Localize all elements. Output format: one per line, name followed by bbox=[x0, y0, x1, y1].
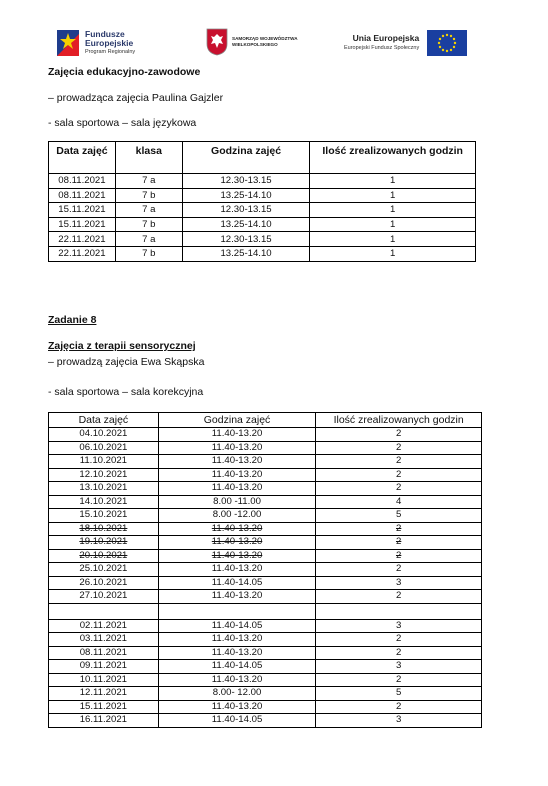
cell-date: 19.10.2021 bbox=[49, 536, 159, 550]
cell-time: 11.40-13.20 bbox=[158, 428, 316, 442]
cell-date: 09.11.2021 bbox=[49, 660, 159, 674]
section2-table-body bbox=[49, 428, 482, 728]
cell-hours: 2 bbox=[316, 455, 482, 469]
cell-hours: 3 bbox=[316, 576, 482, 590]
cell-time: 8.00 -12.00 bbox=[158, 509, 316, 523]
cell-date: 06.10.2021 bbox=[49, 441, 159, 455]
cell-hours: 5 bbox=[316, 509, 482, 523]
cell-time: 11.40-13.20 bbox=[158, 482, 316, 496]
eu-flag-icon bbox=[427, 30, 467, 56]
section2-room: - sala sportowa – sala korekcyjna bbox=[48, 386, 204, 398]
section2-title: Zajęcia z terapii sensorycznej bbox=[48, 340, 196, 352]
table-row bbox=[49, 700, 482, 714]
cell-hours: 1 bbox=[310, 217, 476, 232]
ue-line1: Unia Europejska bbox=[352, 33, 420, 43]
table-row bbox=[49, 509, 482, 523]
cell-hours: 2 bbox=[316, 700, 482, 714]
cell-class: 7 b bbox=[115, 246, 182, 261]
cell-time: 12.30-13.15 bbox=[182, 232, 310, 247]
eu-logo bbox=[344, 30, 467, 56]
cell-time: 11.40-14.05 bbox=[158, 576, 316, 590]
cell-hours: 2 bbox=[316, 590, 482, 604]
section2-heading: Zadanie 8 bbox=[48, 314, 97, 326]
cell-time: 11.40-13.20 bbox=[158, 563, 316, 577]
cell-time: 11.40-13.20 bbox=[158, 522, 316, 536]
cell-class: 7 a bbox=[115, 203, 182, 218]
cell-time: 11.40-13.20 bbox=[158, 673, 316, 687]
cell-hours: 2 bbox=[316, 428, 482, 442]
fe-line1: Fundusze bbox=[85, 28, 125, 39]
cell-date: 27.10.2021 bbox=[49, 590, 159, 604]
section2-teacher: – prowadzą zajęcia Ewa Skąpska bbox=[48, 356, 205, 368]
cell-time bbox=[158, 603, 316, 619]
cell-date: 20.10.2021 bbox=[49, 549, 159, 563]
cell-date: 11.10.2021 bbox=[49, 455, 159, 469]
section1-table-body bbox=[49, 174, 476, 262]
table-row bbox=[49, 633, 482, 647]
table-row bbox=[49, 590, 482, 604]
cell-hours: 1 bbox=[310, 188, 476, 203]
table-row bbox=[49, 217, 476, 232]
cell-date: 22.11.2021 bbox=[49, 232, 116, 247]
section1-room: - sala sportowa – sala językowa bbox=[48, 117, 197, 129]
cell-date: 03.11.2021 bbox=[49, 633, 159, 647]
cell-hours: 1 bbox=[310, 246, 476, 261]
cell-date: 22.11.2021 bbox=[49, 246, 116, 261]
wlkp-line2: WIELKOPOLSKIEGO bbox=[232, 42, 278, 47]
table-header-row bbox=[49, 142, 476, 174]
cell-hours: 2 bbox=[316, 536, 482, 550]
cell-time: 13.25-14.10 bbox=[182, 217, 310, 232]
table-row bbox=[49, 188, 476, 203]
cell-hours: 2 bbox=[316, 633, 482, 647]
table-row bbox=[49, 603, 482, 619]
cell-class: 7 a bbox=[115, 174, 182, 189]
cell-date: 12.11.2021 bbox=[49, 687, 159, 701]
fe-line2: Europejskie bbox=[85, 37, 134, 48]
cell-class: 7 b bbox=[115, 188, 182, 203]
cell-date: 02.11.2021 bbox=[49, 619, 159, 633]
cell-hours: 2 bbox=[316, 522, 482, 536]
cell-hours: 2 bbox=[316, 563, 482, 577]
cell-date: 16.11.2021 bbox=[49, 714, 159, 728]
cell-date: 08.11.2021 bbox=[49, 188, 116, 203]
table-row bbox=[49, 563, 482, 577]
cell-hours: 1 bbox=[310, 232, 476, 247]
section1-title: Zajęcia edukacyjno-zawodowe bbox=[48, 66, 201, 78]
cell-hours: 2 bbox=[316, 468, 482, 482]
col-header-class: klasa bbox=[115, 142, 182, 174]
cell-time: 11.40-14.05 bbox=[158, 660, 316, 674]
cell-date: 14.10.2021 bbox=[49, 495, 159, 509]
cell-date: 25.10.2021 bbox=[49, 563, 159, 577]
cell-time: 11.40-13.20 bbox=[158, 441, 316, 455]
cell-date: 15.11.2021 bbox=[49, 203, 116, 218]
table-row bbox=[49, 203, 476, 218]
table-row bbox=[49, 687, 482, 701]
cell-time: 11.40-13.20 bbox=[158, 536, 316, 550]
cell-hours: 5 bbox=[316, 687, 482, 701]
col-header-hours: Ilość zrealizowanych godzin bbox=[310, 142, 476, 174]
table-row bbox=[49, 482, 482, 496]
cell-date: 08.11.2021 bbox=[49, 646, 159, 660]
cell-class: 7 a bbox=[115, 232, 182, 247]
cell-time: 13.25-14.10 bbox=[182, 188, 310, 203]
cell-time: 11.40-13.20 bbox=[158, 549, 316, 563]
cell-date: 12.10.2021 bbox=[49, 468, 159, 482]
table-row bbox=[49, 232, 476, 247]
wielkopolska-logo bbox=[206, 28, 298, 56]
cell-hours: 3 bbox=[316, 660, 482, 674]
cell-time: 11.40-13.20 bbox=[158, 468, 316, 482]
cell-time: 8.00- 12.00 bbox=[158, 687, 316, 701]
cell-hours: 2 bbox=[316, 646, 482, 660]
cell-hours bbox=[316, 603, 482, 619]
cell-time: 8.00 -11.00 bbox=[158, 495, 316, 509]
cell-date bbox=[49, 603, 159, 619]
cell-hours: 3 bbox=[316, 619, 482, 633]
cell-time: 11.40-13.20 bbox=[158, 633, 316, 647]
cell-time: 11.40-13.20 bbox=[158, 646, 316, 660]
section1-teacher: – prowadząca zajęcia Paulina Gajzler bbox=[48, 92, 224, 104]
table-row bbox=[49, 455, 482, 469]
cell-hours: 3 bbox=[316, 714, 482, 728]
table-row bbox=[49, 660, 482, 674]
cell-date: 18.10.2021 bbox=[49, 522, 159, 536]
col-header-time: Godzina zajęć bbox=[182, 142, 310, 174]
cell-date: 13.10.2021 bbox=[49, 482, 159, 496]
ue-line2: Europejski Fundusz Społeczny bbox=[344, 45, 420, 51]
col-header-hours: Ilość zrealizowanych godzin bbox=[316, 413, 482, 428]
fe-line3: Program Regionalny bbox=[85, 48, 136, 55]
table-row bbox=[49, 522, 482, 536]
fe-star-icon bbox=[57, 30, 79, 56]
cell-hours: 2 bbox=[316, 673, 482, 687]
col-header-date: Data zajęć bbox=[49, 142, 116, 174]
logo-strip bbox=[0, 24, 548, 60]
table-row bbox=[49, 495, 482, 509]
cell-date: 15.11.2021 bbox=[49, 700, 159, 714]
table-row bbox=[49, 428, 482, 442]
cell-time: 13.25-14.10 bbox=[182, 246, 310, 261]
table-row bbox=[49, 536, 482, 550]
cell-time: 11.40-14.05 bbox=[158, 619, 316, 633]
cell-hours: 1 bbox=[310, 203, 476, 218]
table-row bbox=[49, 441, 482, 455]
table-row bbox=[49, 468, 482, 482]
cell-time: 11.40-14.05 bbox=[158, 714, 316, 728]
cell-date: 15.10.2021 bbox=[49, 509, 159, 523]
table-row bbox=[49, 646, 482, 660]
fundusze-europejskie-logo bbox=[57, 28, 135, 58]
cell-time: 11.40-13.20 bbox=[158, 700, 316, 714]
table-row bbox=[49, 246, 476, 261]
wlkp-line1: SAMORZĄD WOJEWÓDZTWA bbox=[232, 36, 298, 41]
cell-time: 12.30-13.15 bbox=[182, 203, 310, 218]
eagle-crest-icon bbox=[206, 28, 228, 56]
col-header-date: Data zajęć bbox=[49, 413, 159, 428]
section1-table bbox=[48, 141, 476, 262]
cell-hours: 2 bbox=[316, 441, 482, 455]
cell-date: 26.10.2021 bbox=[49, 576, 159, 590]
table-row bbox=[49, 619, 482, 633]
cell-date: 04.10.2021 bbox=[49, 428, 159, 442]
cell-class: 7 b bbox=[115, 217, 182, 232]
table-row bbox=[49, 714, 482, 728]
table-header-row bbox=[49, 413, 482, 428]
cell-hours: 2 bbox=[316, 482, 482, 496]
table-row bbox=[49, 576, 482, 590]
cell-hours: 4 bbox=[316, 495, 482, 509]
table-row bbox=[49, 174, 476, 189]
table-row bbox=[49, 673, 482, 687]
cell-date: 10.11.2021 bbox=[49, 673, 159, 687]
cell-date: 08.11.2021 bbox=[49, 174, 116, 189]
cell-hours: 2 bbox=[316, 549, 482, 563]
cell-time: 11.40-13.20 bbox=[158, 590, 316, 604]
cell-date: 15.11.2021 bbox=[49, 217, 116, 232]
col-header-time: Godzina zajęć bbox=[158, 413, 316, 428]
cell-hours: 1 bbox=[310, 174, 476, 189]
table-row bbox=[49, 549, 482, 563]
cell-time: 11.40-13.20 bbox=[158, 455, 316, 469]
cell-time: 12.30-13.15 bbox=[182, 174, 310, 189]
section2-table bbox=[48, 412, 482, 728]
